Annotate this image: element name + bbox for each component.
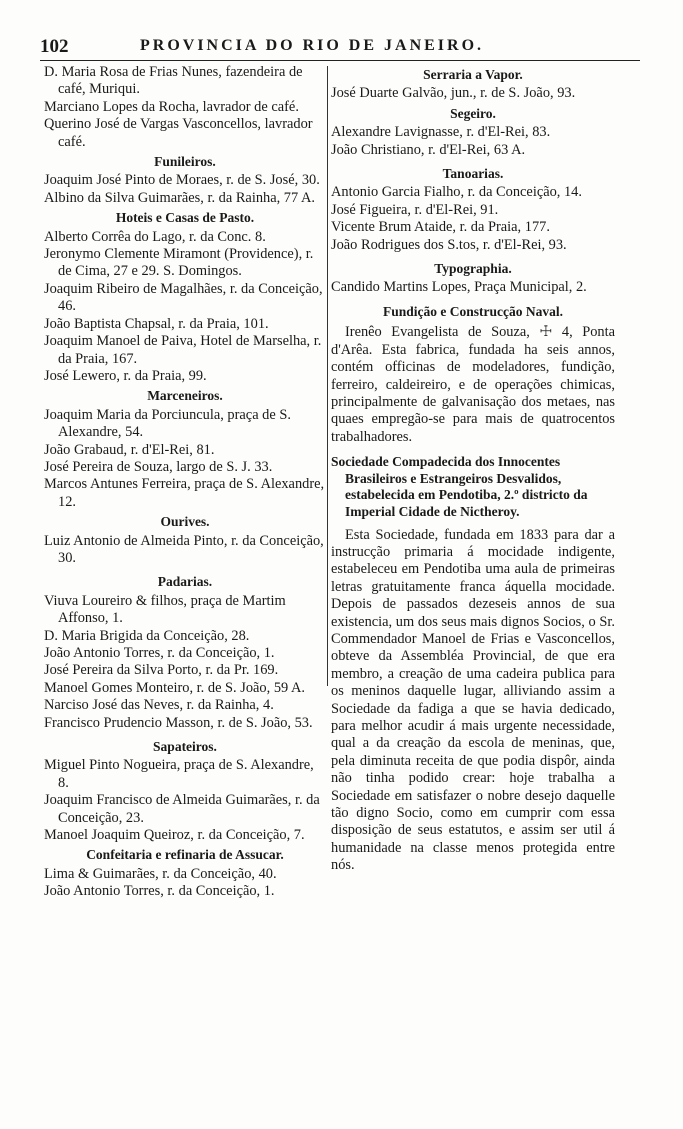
- directory-entry: Manoel Gomes Monteiro, r. de S. João, 59 A.: [44, 679, 306, 696]
- sociedade-paragraph: Esta Sociedade, fundada em 1833 para dar a instrucção primaria á mocidade indigente, estabeleceu em Pendotiba uma aula de primeiras letras gratuitamente franca áquella mocidade. Depois de passados dezeseis annos de sua existencia, um dos seus mais dignos Socios, o Sr. Commendador Manoel de Frias e Vasconcellos, obteve da Assembléa Provincial, de que era membro, a creação de uma cadeira publica para os meninos daquelle lugar, alliviando assim a Sociedade da fadiga a que se havia dedicado, para melhor acudir á mais urgente necessidade, qual a da creação da escola de meninas, que, pela diminuta receita de que podia dispôr, ainda não tinha podido crear: hoje trabalha a Sociedade em satisfazer o nobre desejo daquelle tão digno Socio, como em cumprir com essa disposição de seus estatutos, e assim ser util á humanidade na classe menos protegida entre nós.: [331, 526, 615, 874]
- directory-entry: Antonio Garcia Fialho, r. da Conceição, 14.: [331, 184, 582, 201]
- directory-entry: José Lewero, r. da Praia, 99.: [44, 367, 207, 384]
- left-column: [44, 64, 326, 901]
- column-divider: [327, 66, 328, 686]
- section-heading-segeiro: Segeiro.: [450, 105, 496, 121]
- directory-entry: José Pereira de Souza, largo de S. J. 33.: [44, 458, 273, 475]
- section-heading-funileiros: Funileiros.: [154, 154, 216, 170]
- section-heading-marceneiros: Marceneiros.: [147, 388, 223, 404]
- section-heading-confeitaria: Confeitaria e refinaria de Assucar.: [86, 847, 284, 863]
- directory-entry: João Antonio Torres, r. da Conceição, 1.: [44, 645, 275, 661]
- directory-entry: Candido Martins Lopes, Praça Municipal, 2.: [331, 279, 587, 296]
- directory-entry: Alexandre Lavignasse, r. d'El-Rei, 83.: [331, 124, 551, 141]
- directory-entry: Joaquim Francisco de Almeida Guimarães, r. da Conceição, 23.: [44, 792, 320, 826]
- section-heading-hoteis: Hoteis e Casas de Pasto.: [115, 210, 255, 226]
- directory-entry: Joaquim José Pinto de Moraes, r. de S. José, 30.: [44, 172, 320, 189]
- section-heading-serraria: Serraria a Vapor.: [423, 67, 523, 82]
- directory-entry: D. Maria Rosa de Frias Nunes, fazendeira de café, Muriqui.: [44, 64, 303, 98]
- directory-entry: José Figueira, r. d'El-Rei, 91.: [331, 201, 499, 218]
- section-heading-sapateiros: Sapateiros.: [153, 739, 217, 755]
- directory-entry: Marcos Antunes Ferreira, praça de S. Alexandre, 12.: [44, 476, 325, 510]
- section-heading-padarias: Padarias.: [157, 574, 213, 590]
- directory-entry: Joaquim Maria da Porciuncula, praça de S. Alexandre, 54.: [44, 406, 291, 441]
- running-title: PROVINCIA DO RIO DE JANEIRO.: [140, 37, 485, 54]
- section-heading-typographia: Typographia.: [434, 261, 512, 277]
- directory-entry: Lima & Guimarães, r. da Conceição, 40.: [44, 865, 277, 882]
- sociedade-title: Sociedade Compadecida dos Innocentes Brasileiros e Estrangeiros Desvalidos, estabelecida em Pendotiba, 2.º districto da Imperial Cidade de Nictheroy.: [331, 454, 588, 519]
- directory-entry: Manoel Joaquim Queiroz, r. da Conceição, 7.: [44, 827, 305, 844]
- directory-entry: João Baptista Chapsal, r. da Praia, 101.: [44, 315, 269, 332]
- directory-entry: Alberto Corrêa do Lago, r. da Conc. 8.: [44, 228, 266, 245]
- directory-entry: Jeronymo Clemente Miramont (Providence), r. de Cima, 27 e 29. S. Domingos.: [44, 246, 314, 280]
- directory-entry: Querino José de Vargas Vasconcellos, lavrador café.: [44, 116, 313, 150]
- fundicao-paragraph: Irenêo Evangelista de Souza, ☩ 4, Ponta d'Arêa. Esta fabrica, fundada ha seis annos, contém officinas de modeladores, fundição, ferreiro, caldeireiro, e de operações chimicas, principalmente de galvanisação dos metaes, nas quaes empregão-se para mais de quatrocentos trabalhadores.: [331, 324, 615, 445]
- directory-entry: Joaquim Ribeiro de Magalhães, r. da Conceição, 46.: [44, 280, 323, 315]
- section-heading-ourives: Ourives.: [160, 514, 210, 530]
- directory-entry: Joaquim Manoel de Paiva, Hotel de Marselha, r. da Praia, 167.: [44, 333, 322, 367]
- directory-entry: Viuva Loureiro & filhos, praça de Martim Affonso, 1.: [44, 592, 286, 627]
- section-heading-fundicao: Fundição e Construcção Naval.: [383, 303, 563, 319]
- page-number: 102: [40, 36, 69, 57]
- directory-entry: José Duarte Galvão, jun., r. de S. João, 93.: [331, 85, 576, 102]
- directory-entry: João Grabaud, r. d'El-Rei, 81.: [44, 441, 215, 458]
- directory-entry: Albino da Silva Guimarães, r. da Rainha, 77 A.: [44, 189, 315, 206]
- right-column: [331, 64, 615, 875]
- directory-entry: José Pereira da Silva Porto, r. da Pr. 169.: [44, 662, 279, 679]
- running-header: [40, 36, 640, 61]
- directory-entry: Luiz Antonio de Almeida Pinto, r. da Conceição, 30.: [44, 532, 324, 566]
- directory-entry: Francisco Prudencio Masson, r. de S. João, 53.: [44, 714, 313, 731]
- directory-entry: Miguel Pinto Nogueira, praça de S. Alexandre, 8.: [44, 757, 314, 791]
- directory-entry: Narciso José das Neves, r. da Rainha, 4.: [44, 697, 274, 714]
- section-heading-tanoarias: Tanoarias.: [442, 166, 504, 182]
- directory-entry: D. Maria Brigida da Conceição, 28.: [44, 627, 250, 644]
- directory-entry: João Rodrigues dos S.tos, r. d'El-Rei, 93.: [331, 236, 567, 253]
- directory-entry: João Antonio Torres, r. da Conceição, 1.: [44, 883, 275, 900]
- directory-entry: Vicente Brum Ataide, r. da Praia, 177.: [331, 219, 550, 236]
- directory-entry: João Christiano, r. d'El-Rei, 63 A.: [331, 141, 526, 158]
- directory-entry: Marciano Lopes da Rocha, lavrador de café.: [44, 98, 299, 115]
